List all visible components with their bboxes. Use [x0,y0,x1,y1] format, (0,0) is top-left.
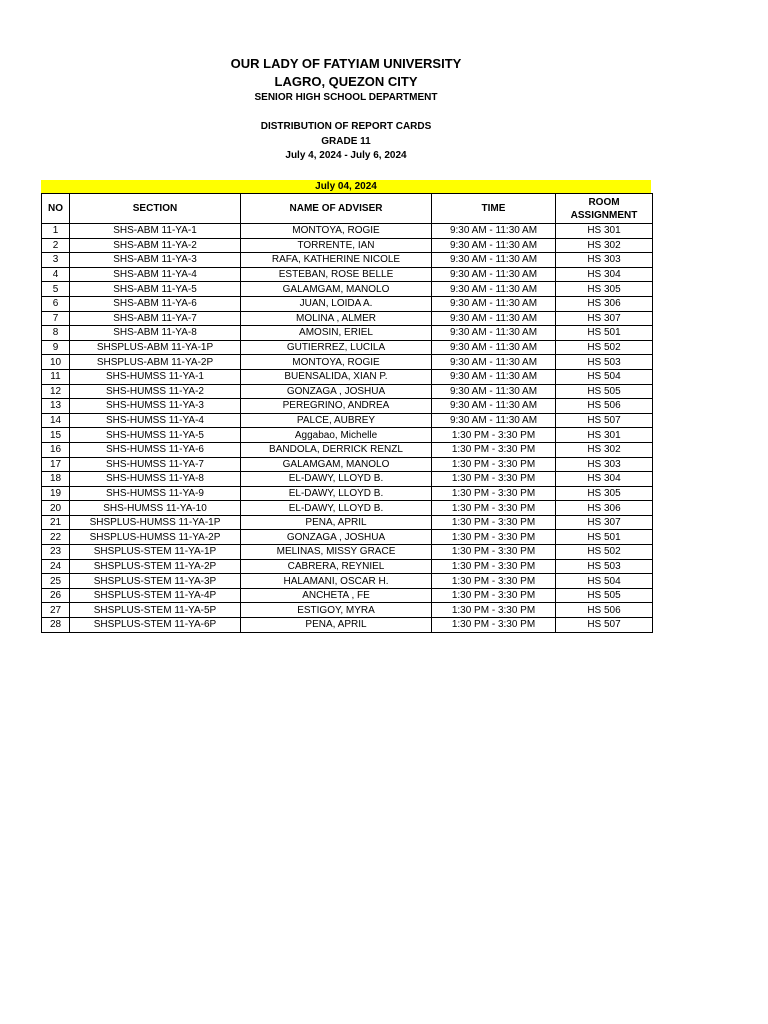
cell-time: 1:30 PM - 3:30 PM [432,545,556,560]
cell-adviser: CABRERA, REYNIEL [241,559,432,574]
cell-section: SHS-ABM 11-YA-4 [70,267,241,282]
cell-no: 19 [42,486,70,501]
cell-no: 5 [42,282,70,297]
table-row [42,603,653,618]
cell-adviser: MOLINA , ALMER [241,311,432,326]
cell-section: SHS-HUMSS 11-YA-7 [70,457,241,472]
table-row [42,486,653,501]
cell-room: HS 504 [556,369,653,384]
cell-section: SHSPLUS-ABM 11-YA-1P [70,340,241,355]
cell-no: 28 [42,618,70,633]
cell-adviser: MONTOYA, ROGIE [241,355,432,370]
table-header-row [42,194,653,224]
cell-time: 9:30 AM - 11:30 AM [432,253,556,268]
cell-room: HS 503 [556,355,653,370]
cell-time: 1:30 PM - 3:30 PM [432,618,556,633]
grade-label: GRADE 11 [321,136,371,147]
cell-time: 1:30 PM - 3:30 PM [432,428,556,443]
university-city: LAGRO, QUEZON CITY [274,74,418,89]
cell-no: 21 [42,515,70,530]
table-row [42,267,653,282]
cell-room: HS 507 [556,413,653,428]
cell-time: 1:30 PM - 3:30 PM [432,486,556,501]
cell-adviser: ESTEBAN, ROSE BELLE [241,267,432,282]
cell-adviser: EL-DAWY, LLOYD B. [241,501,432,516]
cell-time: 9:30 AM - 11:30 AM [432,384,556,399]
cell-no: 14 [42,413,70,428]
document-title: DISTRIBUTION OF REPORT CARDS [260,121,432,132]
cell-adviser: ANCHETA , FE [241,588,432,603]
table-row [42,282,653,297]
table-row [42,384,653,399]
university-name: OUR LADY OF FATYIAM UNIVERSITY [230,56,462,71]
cell-adviser: GALAMGAM, MANOLO [241,457,432,472]
table-row [42,515,653,530]
cell-time: 1:30 PM - 3:30 PM [432,530,556,545]
cell-room: HS 304 [556,472,653,487]
cell-room: HS 306 [556,501,653,516]
column-header-adviser: NAME OF ADVISER [241,194,432,224]
table-row [42,588,653,603]
cell-time: 1:30 PM - 3:30 PM [432,603,556,618]
cell-time: 9:30 AM - 11:30 AM [432,399,556,414]
cell-time: 9:30 AM - 11:30 AM [432,238,556,253]
table-row [42,340,653,355]
cell-room: HS 306 [556,296,653,311]
cell-room: HS 302 [556,238,653,253]
cell-time: 1:30 PM - 3:30 PM [432,501,556,516]
cell-adviser: PEREGRINO, ANDREA [241,399,432,414]
table-row [42,530,653,545]
table-row [42,574,653,589]
cell-no: 8 [42,326,70,341]
cell-no: 24 [42,559,70,574]
cell-adviser: Aggabao, Michelle [241,428,432,443]
cell-adviser: MONTOYA, ROGIE [241,224,432,239]
cell-no: 2 [42,238,70,253]
cell-time: 9:30 AM - 11:30 AM [432,326,556,341]
cell-time: 9:30 AM - 11:30 AM [432,267,556,282]
cell-no: 25 [42,574,70,589]
day-label-bar: July 04, 2024 [41,180,651,193]
cell-room: HS 504 [556,574,653,589]
cell-no: 26 [42,588,70,603]
table-row [42,224,653,239]
cell-adviser: ESTIGOY, MYRA [241,603,432,618]
table-row [42,355,653,370]
cell-adviser: PALCE, AUBREY [241,413,432,428]
table-row [42,559,653,574]
table-row [42,413,653,428]
cell-no: 13 [42,399,70,414]
column-header-room-line2: ASSIGNMENT [570,209,638,221]
cell-room: HS 506 [556,603,653,618]
cell-time: 9:30 AM - 11:30 AM [432,355,556,370]
cell-section: SHS-HUMSS 11-YA-6 [70,442,241,457]
cell-section: SHSPLUS-HUMSS 11-YA-2P [70,530,241,545]
cell-section: SHS-HUMSS 11-YA-4 [70,413,241,428]
cell-section: SHS-HUMSS 11-YA-1 [70,369,241,384]
cell-adviser: MELINAS, MISSY GRACE [241,545,432,560]
cell-room: HS 307 [556,515,653,530]
table-row [42,442,653,457]
cell-time: 9:30 AM - 11:30 AM [432,296,556,311]
cell-time: 1:30 PM - 3:30 PM [432,457,556,472]
cell-no: 27 [42,603,70,618]
report-card-schedule-table [41,193,653,633]
cell-no: 22 [42,530,70,545]
cell-time: 9:30 AM - 11:30 AM [432,340,556,355]
cell-no: 1 [42,224,70,239]
cell-adviser: GALAMGAM, MANOLO [241,282,432,297]
column-header-time: TIME [432,194,556,224]
cell-adviser: GUTIERREZ, LUCILA [241,340,432,355]
cell-section: SHS-HUMSS 11-YA-5 [70,428,241,443]
cell-room: HS 506 [556,399,653,414]
cell-room: HS 507 [556,618,653,633]
table-row [42,472,653,487]
cell-no: 4 [42,267,70,282]
table-row [42,501,653,516]
cell-adviser: RAFA, KATHERINE NICOLE [241,253,432,268]
cell-time: 1:30 PM - 3:30 PM [432,442,556,457]
column-header-room-line1: ROOM [588,196,620,208]
table-row [42,311,653,326]
cell-room: HS 303 [556,253,653,268]
table-row [42,545,653,560]
column-header-section: SECTION [70,194,241,224]
cell-adviser: TORRENTE, IAN [241,238,432,253]
cell-time: 9:30 AM - 11:30 AM [432,282,556,297]
cell-no: 9 [42,340,70,355]
cell-time: 9:30 AM - 11:30 AM [432,413,556,428]
cell-time: 1:30 PM - 3:30 PM [432,574,556,589]
cell-room: HS 501 [556,326,653,341]
cell-section: SHS-HUMSS 11-YA-9 [70,486,241,501]
table-row [42,253,653,268]
cell-adviser: EL-DAWY, LLOYD B. [241,486,432,501]
cell-room: HS 505 [556,384,653,399]
cell-room: HS 304 [556,267,653,282]
cell-room: HS 305 [556,282,653,297]
table-body [42,224,653,633]
cell-section: SHS-HUMSS 11-YA-8 [70,472,241,487]
column-header-room [556,194,653,224]
table-row [42,399,653,414]
cell-room: HS 502 [556,545,653,560]
cell-room: HS 502 [556,340,653,355]
table-row [42,457,653,472]
cell-section: SHS-ABM 11-YA-3 [70,253,241,268]
cell-section: SHS-HUMSS 11-YA-3 [70,399,241,414]
table-row [42,238,653,253]
table-row [42,369,653,384]
cell-adviser: JUAN, LOIDA A. [241,296,432,311]
cell-section: SHSPLUS-STEM 11-YA-3P [70,574,241,589]
cell-adviser: GONZAGA , JOSHUA [241,530,432,545]
cell-adviser: PENA, APRIL [241,618,432,633]
cell-section: SHS-ABM 11-YA-8 [70,326,241,341]
cell-no: 17 [42,457,70,472]
cell-room: HS 501 [556,530,653,545]
cell-time: 1:30 PM - 3:30 PM [432,559,556,574]
cell-section: SHSPLUS-HUMSS 11-YA-1P [70,515,241,530]
cell-section: SHS-ABM 11-YA-1 [70,224,241,239]
cell-section: SHS-HUMSS 11-YA-10 [70,501,241,516]
cell-room: HS 302 [556,442,653,457]
cell-no: 18 [42,472,70,487]
table-row [42,296,653,311]
cell-section: SHSPLUS-STEM 11-YA-5P [70,603,241,618]
cell-no: 15 [42,428,70,443]
cell-section: SHSPLUS-STEM 11-YA-2P [70,559,241,574]
cell-section: SHS-ABM 11-YA-7 [70,311,241,326]
date-range: July 4, 2024 - July 6, 2024 [285,150,407,161]
cell-no: 3 [42,253,70,268]
cell-section: SHSPLUS-STEM 11-YA-6P [70,618,241,633]
cell-no: 20 [42,501,70,516]
cell-section: SHS-ABM 11-YA-2 [70,238,241,253]
cell-adviser: HALAMANI, OSCAR H. [241,574,432,589]
department-name: SENIOR HIGH SCHOOL DEPARTMENT [254,92,438,103]
table-row [42,618,653,633]
cell-adviser: BUENSALIDA, XIAN P. [241,369,432,384]
cell-adviser: AMOSIN, ERIEL [241,326,432,341]
cell-room: HS 301 [556,224,653,239]
cell-adviser: BANDOLA, DERRICK RENZL [241,442,432,457]
cell-section: SHSPLUS-STEM 11-YA-4P [70,588,241,603]
cell-time: 9:30 AM - 11:30 AM [432,311,556,326]
cell-no: 16 [42,442,70,457]
cell-time: 1:30 PM - 3:30 PM [432,515,556,530]
cell-room: HS 303 [556,457,653,472]
cell-section: SHSPLUS-STEM 11-YA-1P [70,545,241,560]
table-row [42,326,653,341]
cell-room: HS 503 [556,559,653,574]
cell-adviser: EL-DAWY, LLOYD B. [241,472,432,487]
cell-no: 7 [42,311,70,326]
cell-section: SHS-HUMSS 11-YA-2 [70,384,241,399]
cell-room: HS 301 [556,428,653,443]
cell-section: SHS-ABM 11-YA-5 [70,282,241,297]
cell-section: SHS-ABM 11-YA-6 [70,296,241,311]
cell-room: HS 307 [556,311,653,326]
cell-no: 12 [42,384,70,399]
cell-no: 11 [42,369,70,384]
cell-time: 9:30 AM - 11:30 AM [432,224,556,239]
cell-adviser: PENA, APRIL [241,515,432,530]
cell-time: 9:30 AM - 11:30 AM [432,369,556,384]
table-row [42,428,653,443]
cell-time: 1:30 PM - 3:30 PM [432,472,556,487]
cell-room: HS 505 [556,588,653,603]
column-header-no: NO [42,194,70,224]
cell-no: 23 [42,545,70,560]
cell-section: SHSPLUS-ABM 11-YA-2P [70,355,241,370]
cell-room: HS 305 [556,486,653,501]
cell-no: 10 [42,355,70,370]
cell-no: 6 [42,296,70,311]
cell-time: 1:30 PM - 3:30 PM [432,588,556,603]
cell-adviser: GONZAGA , JOSHUA [241,384,432,399]
